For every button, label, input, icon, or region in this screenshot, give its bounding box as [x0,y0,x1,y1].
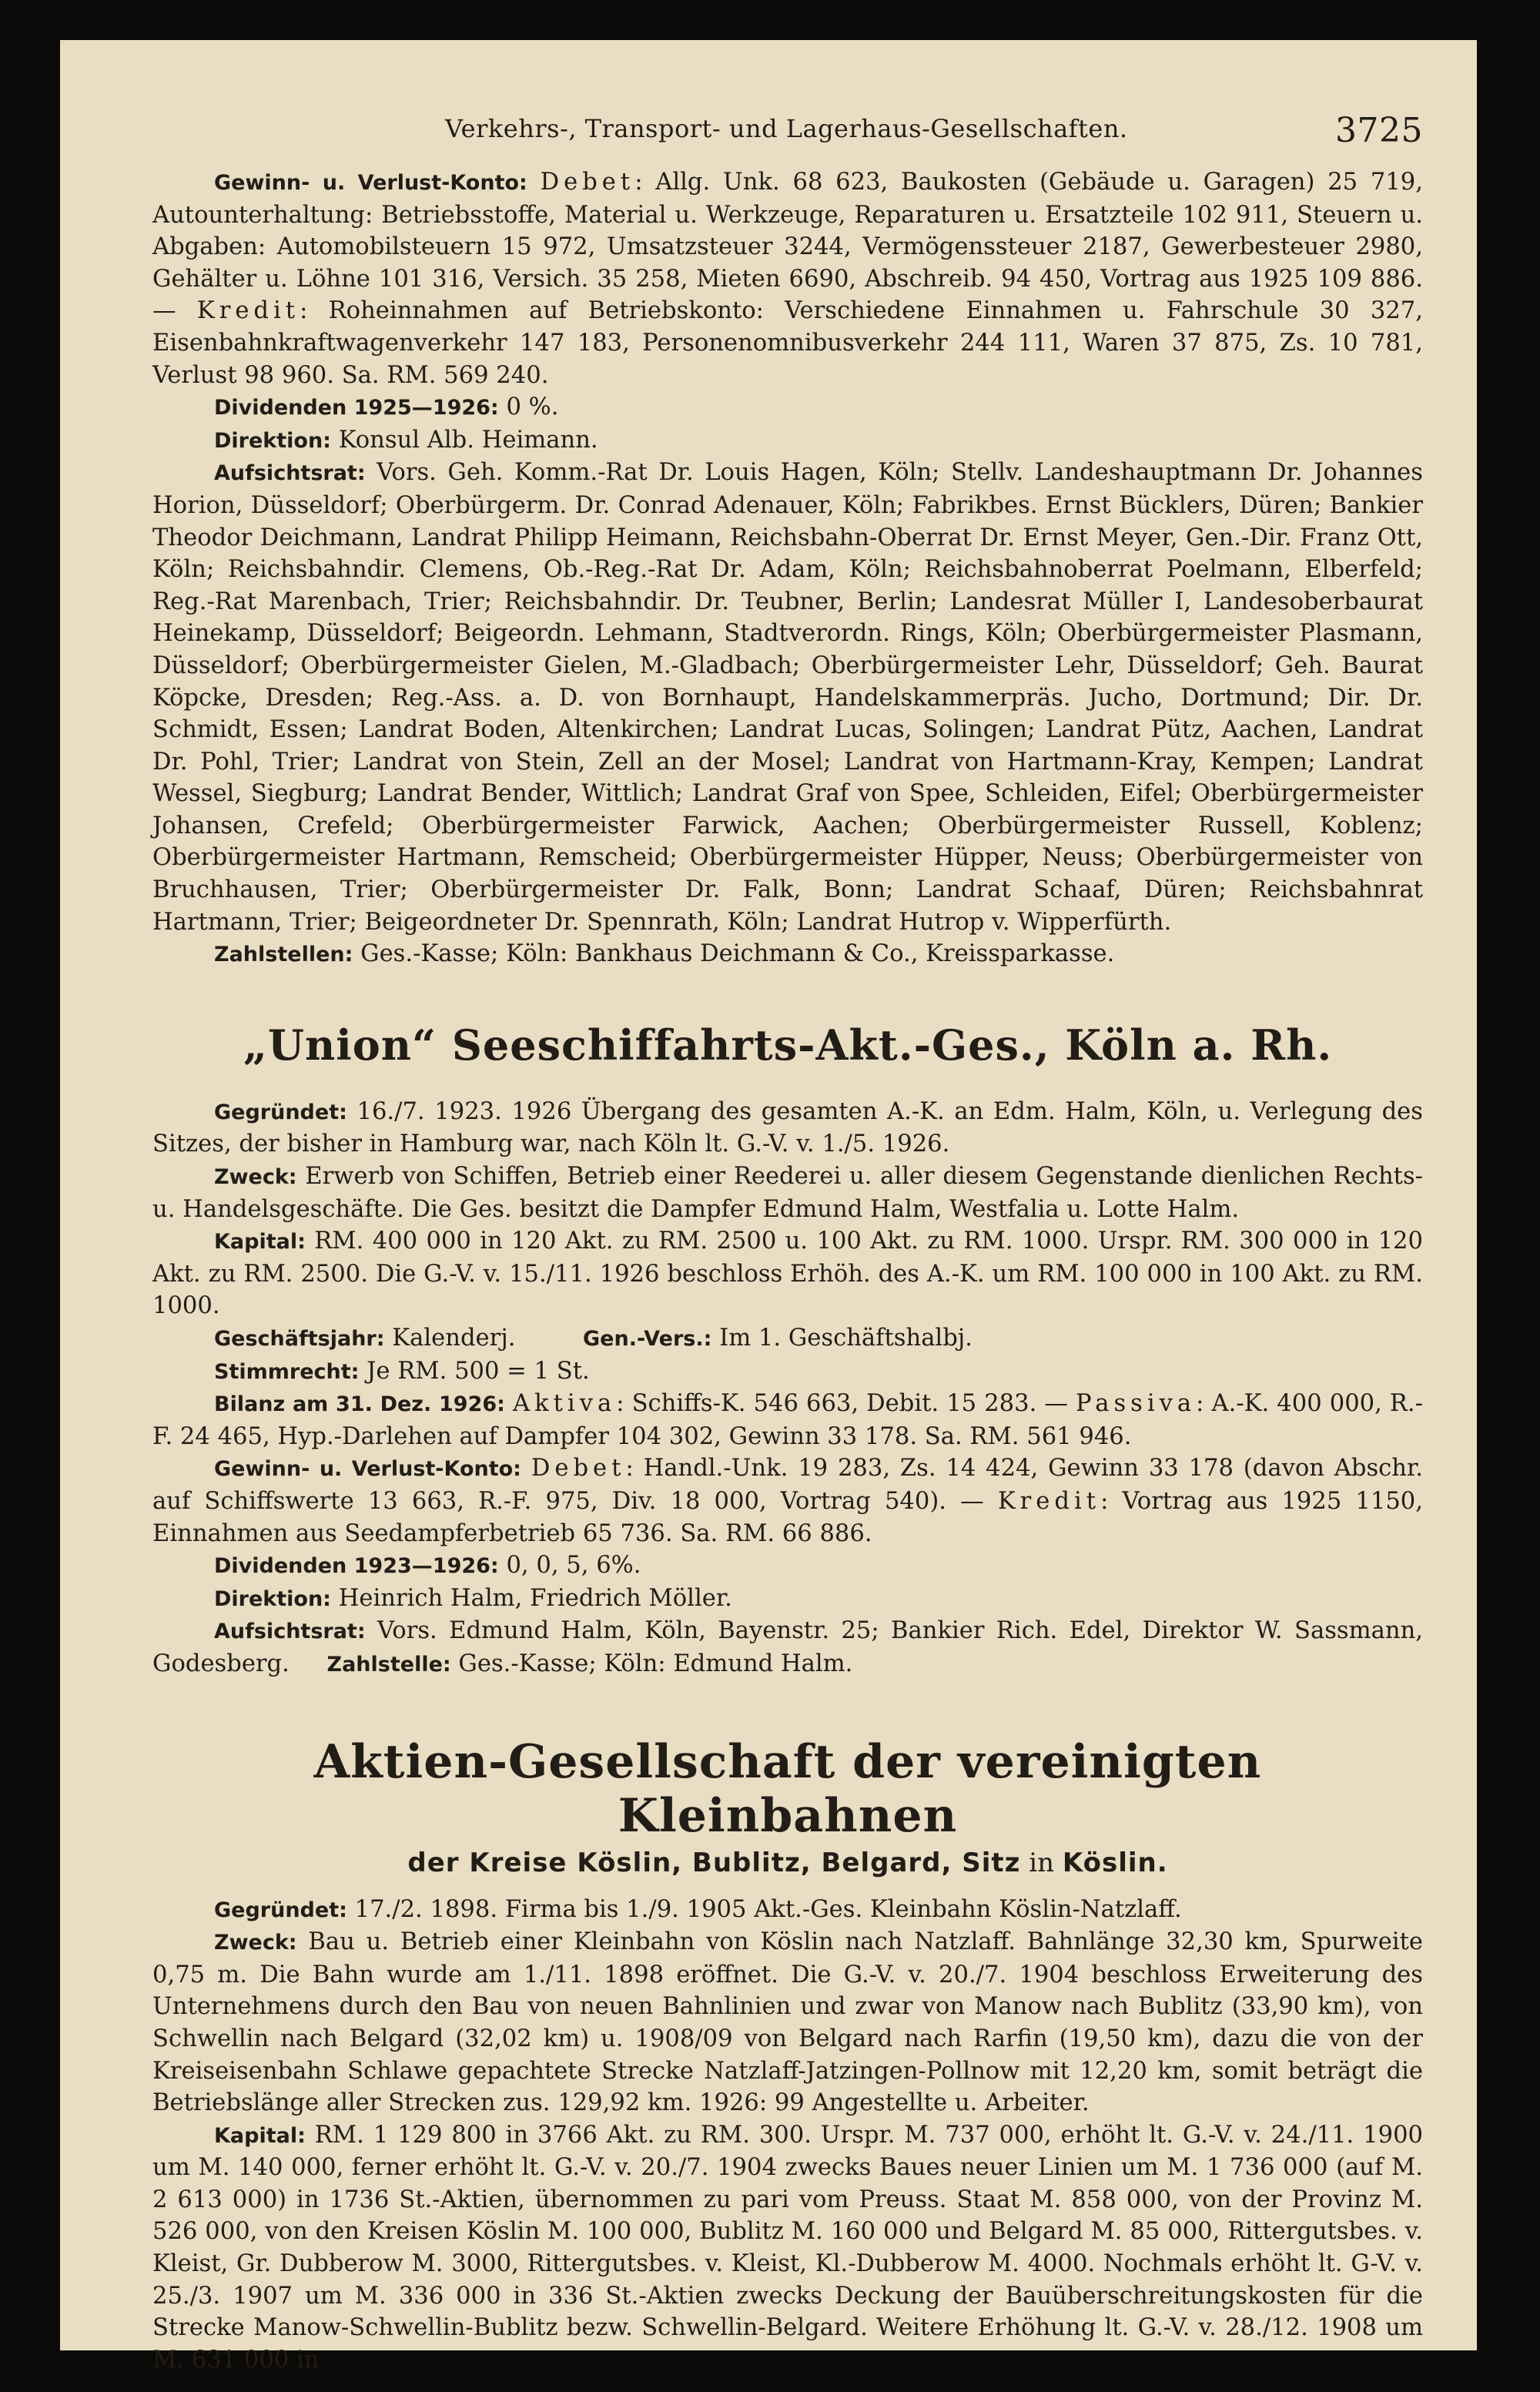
union-zweck-label: Zweck: [214,1165,297,1190]
koeslin-subtitle-a: der Kreise Köslin, Bublitz, Belgard, Sitz [407,1847,1021,1878]
union-gegruendet-label: Gegründet: [214,1100,347,1124]
koeslin-subtitle-b: Köslin. [1062,1847,1168,1878]
koeslin-gegruendet-label: Gegründet: [214,1898,347,1922]
prev-aufsichtsrat-paragraph [152,457,1423,938]
union-gewinn-text-a: : Handl.-Unk. 19 283, Zs. 14 424, Gewinn 33 178 (davon Abschr. auf Schiffswerte 13 663, R.-F. 975, Div. 18 000, Vortrag 540). — [152,1455,1423,1515]
union-kapital-text: RM. 400 000 in 120 Akt. zu RM. 2500 u. 100 Akt. zu RM. 1000. Urspr. RM. 300 000 in 120 Akt. zu RM. 2500. Die G.-V. v. 15./11. 1926 beschloss Erhöh. des A.-K. um RM. 100 000 in 100 Akt. zu RM. 1000. [152,1228,1423,1320]
union-aktiva-word: Aktiva [512,1390,617,1418]
union-direktion-paragraph [152,1583,1423,1616]
union-debet-word: Debet [531,1455,626,1482]
prev-gewinn-text-b: : Roheinnahmen auf Betriebskonto: Verschiedene Einnahmen u. Fahrschule 30 327, Eisenbahnkraftwagenverkehr 147 183, Personenomnibusverkehr 244 111, Waren 37 875, Zs. 10 781, Verlust 98 960. Sa. RM. 569 240. [152,297,1423,389]
union-bilanz-text-b: : A.-K. 400 000, R.-F. 24 465, Hyp.-Darlehen auf Dampfer 104 302, Gewinn 33 178. Sa. RM. 561 946. [152,1390,1423,1450]
union-kapital-paragraph [152,1225,1423,1322]
koeslin-company-subtitle [152,1848,1423,1878]
running-title: Verkehrs-, Transport- und Lagerhaus-Gesellschaften. [445,114,1128,143]
union-kredit-word: Kredit [997,1487,1101,1515]
union-aufsichtsrat-label: Aufsichtsrat: [214,1620,366,1644]
union-zweck-text: Erwerb von Schiffen, Betrieb einer Reederei u. aller diesem Gegenstande dienlichen Rechts- u. Handelsgeschäfte. Die Ges. besitzt die Dampfer Edmund Halm, Westfalia u. Lotte Halm. [152,1163,1423,1223]
union-stimmrecht-label: Stimmrecht: [214,1359,360,1384]
union-zahlstelle-label: Zahlstelle: [326,1652,451,1677]
union-bilanz-text-a: : Schiffs-K. 546 663, Debit. 15 283. — [616,1390,1076,1418]
prev-direktion-label: Direktion: [214,428,331,453]
union-dividenden-paragraph [152,1549,1423,1583]
running-head [152,111,1423,166]
prev-dividenden-paragraph [152,391,1423,424]
book-page [60,40,1477,2374]
union-geschaeftsjahr-paragraph [152,1322,1423,1355]
union-gegruendet-paragraph [152,1096,1423,1161]
koeslin-kapital-paragraph [152,2119,1423,2377]
prev-direktion-text: Konsul Alb. Heimann. [330,426,598,454]
koeslin-gegruendet-paragraph [152,1894,1423,1927]
koeslin-zweck-label: Zweck: [214,1931,297,1955]
union-gegruendet-text: 16./7. 1923. 1926 Übergang des gesamten A.-K. an Edm. Halm, Köln, u. Verlegung des Sitzes, der bisher in Hamburg war, nach Köln lt. G.-V. v. 1./5. 1926. [152,1097,1423,1158]
koeslin-zweck-text: Bau u. Betrieb einer Kleinbahn von Köslin nach Natzlaff. Bahnlänge 32,30 km, Spurweite 0,75 m. Die Bahn wurde am 1./11. 1898 eröffnet. Die G.-V. v. 20./7. 1904 beschloss Erweiterung des Unternehmens durch den Bau von neuen Bahnlinien und zwar von Manow nach Bublitz (33,90 km), von Schwellin nach Belgard (32,02 km) u. 1908/09 von Belgard nach Rarfin (19,50 km), dazu die von der Kreiseisenbahn Schlawe gepachtete Strecke Natzlaff-Jatzingen-Pollnow mit 12,20 km, somit beträgt die Betriebslänge aller Strecken zus. 129,92 km. 1926: 99 Angestellte u. Arbeiter. [152,1928,1423,2117]
union-bilanz-label: Bilanz am 31. Dez. 1926: [214,1392,505,1417]
union-bilanz-paragraph [152,1388,1423,1452]
union-gewinn-text-b: : Vortrag aus 1925 1150, Einnahmen aus Seedampferbetrieb 65 736. Sa. RM. 66 886. [152,1487,1423,1547]
koeslin-company-title: Aktien-Gesellschaft der vereinigten Kleinbahnen [313,1734,1262,1843]
union-direktion-label: Direktion: [214,1586,331,1611]
union-dividenden-text: 0, 0, 5, 6%. [498,1552,641,1580]
prev-dividenden-label: Dividenden 1925—1926: [214,396,499,420]
union-stimmrecht-text: Je RM. 500 = 1 St. [359,1357,590,1385]
koeslin-gegruendet-text: 17./2. 1898. Firma bis 1./9. 1905 Akt.-Ges. Kleinbahn Köslin-Natzlaff. [346,1895,1182,1923]
prev-gewinn-text-a: : Allg. Unk. 68 623, Baukosten (Gebäude u. Garagen) 25 719, Autounterhaltung: Betriebsstoffe, Material u. Werkzeuge, Reparaturen u. Ersatzteile 102 911, Steuern u. Abgaben: Automobilsteuern 15 972, Umsatzsteuer 3244, Vermögenssteuer 2187, Gewerbesteuer 2980, Gehälter u. Löhne 101 316, Versich. 35 258, Mieten 6690, Abschreib. 94 450, Vortrag aus 1925 109 886. — [152,169,1423,325]
union-direktion-text: Heinrich Halm, Friedrich Möller. [330,1584,732,1612]
union-zweck-paragraph [152,1161,1423,1225]
union-aufsichtsrat-text: Vors. Edmund Halm, Köln, Bayenstr. 25; Bankier Rich. Edel, Direktor W. Sassmann, Godesberg. [152,1617,1423,1677]
union-stimmrecht-paragraph [152,1355,1423,1389]
union-gewinn-label: Gewinn- u. Verlust-Konto: [214,1457,521,1482]
prev-direktion-paragraph [152,424,1423,457]
union-zahlstelle-text: Ges.-Kasse; Köln: Edmund Halm. [450,1650,853,1677]
prev-zahlstellen-text: Ges.-Kasse; Köln: Bankhaus Deichmann & Co., Kreissparkasse. [353,940,1115,968]
union-geschaeftsjahr-label: Geschäftsjahr: [214,1327,385,1351]
page-number: 3725 [1335,111,1423,150]
prev-gewinn-label: Gewinn- u. Verlust-Konto: [214,171,527,195]
prev-aufsichtsrat-label: Aufsichtsrat: [214,461,366,486]
union-geschaeftsjahr-text: Kalenderj. [384,1325,516,1352]
union-genvers-label: Gen.-Vers.: [583,1327,712,1351]
prev-zahlstellen-label: Zahlstellen: [214,943,353,967]
prev-kredit-word: Kredit [196,297,300,325]
union-kapital-label: Kapital: [214,1230,306,1255]
koeslin-kapital-text: RM. 1 129 800 in 3766 Akt. zu RM. 300. Urspr. M. 737 000, erhöht lt. G.-V. v. 24./11. 1900 um M. 140 000, ferner erhöht lt. G.-V. v. 20./7. 1904 zwecks Baues neuer Linien um M. 1 736 000 (auf M. 2 613 000) in 1736 St.-Aktien, übernommen zu pari vom Preuss. Staat M. 858 000, von der Provinz M. 526 000, von den Kreisen Köslin M. 100 000, Bublitz M. 160 000 und Belgard M. 85 000, Rittergutsbes. v. Kleist, Gr. Dubberow M. 3000, Rittergutsbes. v. Kleist, Kl.-Dubberow M. 4000. Nochmals erhöht lt. G-V. v. 25./3. 1907 um M. 336 000 in 336 St.-Aktien zwecks Deckung der Bauüberschreitungskosten für die Strecke Manow-Schwellin-Bublitz bezw. Schwellin-Belgard. Weitere Erhöhung lt. G.-V. v. 28./12. 1908 um M. 631 000 in [152,2121,1423,2374]
prev-gewinn-paragraph [152,166,1423,391]
prev-aufsichtsrat-text: Vors. Geh. Komm.-Rat Dr. Louis Hagen, Köln; Stellv. Landeshauptmann Dr. Johannes Horion, Düsseldorf; Oberbürgerm. Dr. Conrad Adenauer, Köln; Fabrikbes. Ernst Bücklers, Düren; Bankier Theodor Deichmann, Landrat Philipp Heimann, Reichsbahn-Oberrat Dr. Ernst Meyer, Gen.-Dir. Franz Ott, Köln; Reichsbahndir. Clemens, Ob.-Reg.-Rat Dr. Adam, Köln; Reichsbahnoberrat Poelmann, Elberfeld; Reg.-Rat Marenbach, Trier; Reichsbahndir. Dr. Teubner, Berlin; Landesrat Müller I, Landesoberbaurat Heinekamp, Düsseldorf; Beigeordn. Lehmann, Stadtverordn. Rings, Köln; Oberbürgermeister Plasmann, Düsseldorf; Oberbürgermeister Gielen, M.-Gladbach; Oberbürgermeister Lehr, Düsseldorf; Geh. Baurat Köpcke, Dresden; Reg.-Ass. a. D. von Bornhaupt, Handelskammerpräs. Jucho, Dortmund; Dir. Dr. Schmidt, Essen; Landrat Boden, Altenkirchen; Landrat Lucas, Solingen; Landrat Pütz, Aachen, Landrat Dr. Pohl, Trier; Landrat von Stein, Zell an der Mosel; Landrat von Hartmann-Kray, Kempen; Landrat Wessel, Siegburg; Landrat Bender, Wittlich; Landrat Graf von Spee, Schleiden, Eifel; Oberbürgermeister Johansen, Crefeld; Oberbürgermeister Farwick, Aachen; Oberbürgermeister Russell, Koblenz; Oberbürgermeister Hartmann, Remscheid; Oberbürgermeister Hüpper, Neuss; Oberbürgermeister von Bruchhausen, Trier; Oberbürgermeister Dr. Falk, Bonn; Landrat Schaaf, Düren; Reichsbahnrat Hartmann, Trier; Beigeordneter Dr. Spennrath, Köln; Landrat Hutrop v. Wipperfürth. [152,459,1423,936]
union-aufsichtsrat-paragraph [152,1615,1423,1680]
union-passiva-word: Passiva [1076,1390,1197,1418]
koeslin-subtitle-in: in [1020,1847,1063,1878]
koeslin-kapital-label: Kapital: [214,2123,306,2148]
union-dividenden-label: Dividenden 1923—1926: [214,1554,499,1579]
union-company-title: „Union“ Seeschiffahrts-Akt.-Ges., Köln a. Rh. [243,1020,1333,1070]
koeslin-zweck-paragraph [152,1926,1423,2119]
union-gewinn-paragraph [152,1452,1423,1549]
prev-zahlstellen-paragraph [152,938,1423,971]
union-genvers-text: Im 1. Geschäftshalbj. [711,1325,973,1352]
prev-debet-word: Debet [540,169,635,196]
prev-dividenden-text: 0 %. [498,394,559,421]
